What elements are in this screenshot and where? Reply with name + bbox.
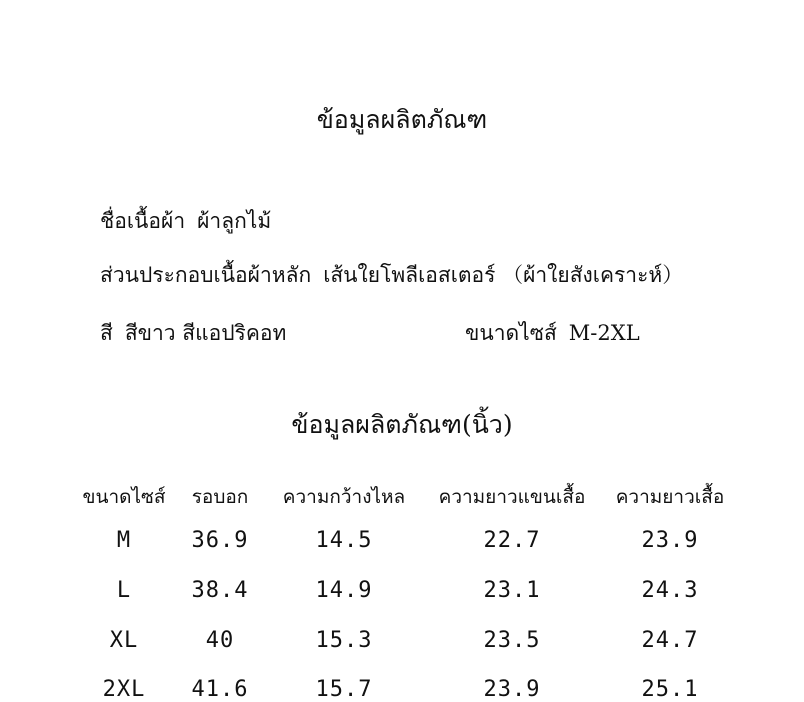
cell-chest-xl: 40 — [205, 628, 235, 653]
composition-line — [100, 259, 683, 292]
color-value: สีขาว สีแอปริคอท — [124, 321, 287, 345]
cell-shoulder-2xl: 15.7 — [315, 677, 373, 702]
composition-value: เส้นใยโพลีเอสเตอร์ （ผ้าใยสังเคราะห์） — [323, 263, 684, 287]
cell-chest-l: 38.4 — [191, 578, 249, 603]
cell-length-m: 23.9 — [641, 528, 699, 553]
fabric-name-line — [100, 205, 271, 238]
cell-sleeve-l: 23.1 — [483, 578, 541, 603]
cell-size-xl: XL — [109, 628, 139, 653]
cell-sleeve-m: 22.7 — [483, 528, 541, 553]
cell-sleeve-xl: 23.5 — [483, 628, 541, 653]
cell-length-l: 24.3 — [641, 578, 699, 603]
cell-size-l: L — [116, 578, 132, 603]
size-range-line — [465, 317, 640, 350]
cell-shoulder-m: 14.5 — [315, 528, 373, 553]
cell-shoulder-xl: 15.3 — [315, 628, 373, 653]
cell-chest-2xl: 41.6 — [191, 677, 249, 702]
color-line — [100, 317, 286, 350]
header-length: ความยาวเสื้อ — [615, 486, 725, 508]
fabric-name-label: ชื่อเนื้อผ้า — [100, 209, 186, 233]
cell-length-xl: 24.7 — [641, 628, 699, 653]
header-sleeve: ความยาวแขนเสื้อ — [438, 486, 586, 508]
cell-shoulder-l: 14.9 — [315, 578, 373, 603]
cell-size-m: M — [116, 528, 132, 553]
fabric-name-value: ผ้าลูกไม้ — [197, 209, 272, 233]
cell-size-2xl: 2XL — [102, 677, 146, 702]
product-info-title: ข้อมูลผลิตภัณฑ — [316, 105, 488, 134]
size-range-label: ขนาดไซส์ — [465, 321, 557, 345]
cell-length-2xl: 25.1 — [641, 677, 699, 702]
cell-sleeve-2xl: 23.9 — [483, 677, 541, 702]
header-size: ขนาดไซส์ — [82, 486, 166, 508]
size-range-value: M-2XL — [568, 321, 640, 345]
size-table-title: ข้อมูลผลิตภัณฑ(นิ้ว) — [291, 410, 513, 439]
header-chest: รอบอก — [191, 486, 249, 508]
color-label: สี — [100, 321, 113, 345]
header-shoulder: ความกว้างไหล — [282, 486, 406, 508]
cell-chest-m: 36.9 — [191, 528, 249, 553]
composition-label: ส่วนประกอบเนื้อผ้าหลัก — [100, 263, 312, 287]
